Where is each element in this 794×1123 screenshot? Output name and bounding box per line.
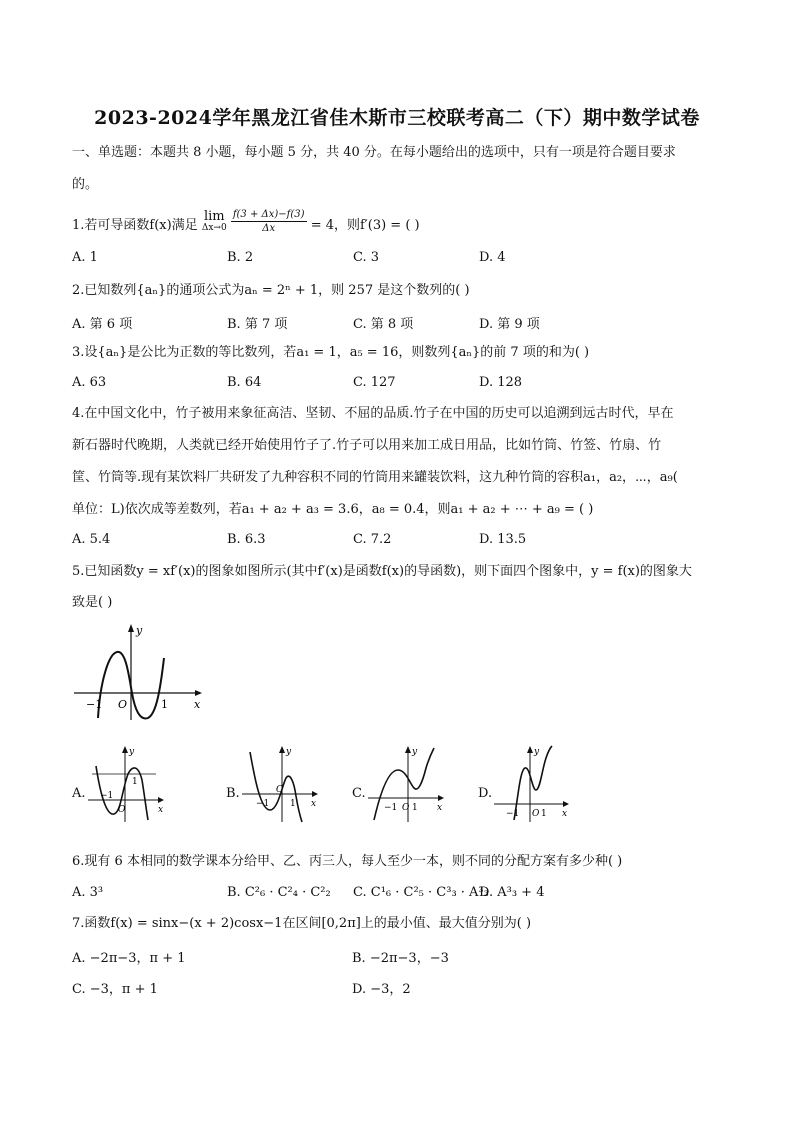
neg-one-label: −1 [384,803,398,813]
limit-subscript: Δx→0 [201,223,227,233]
option-a: A. −2π−3，π + 1 [72,951,186,966]
y-label: y [129,747,135,757]
x-label: x [194,698,201,711]
fraction-numerator: f(3 + Δx)−f(3) [232,209,305,220]
fraction-denominator: Δx [262,223,276,234]
question-3-options [72,375,732,393]
question-4-options [72,532,732,550]
question-2: 2.已知数列{aₙ}的通项公式为aₙ = 2ⁿ + 1，则 257 是这个数列的( ) [72,283,470,298]
option-d-graph [492,744,572,824]
origin-label: O [276,785,284,795]
y-label: y [286,747,292,757]
option-c: C. −3，π + 1 [72,982,158,997]
option-c: C. 3 [353,250,380,265]
question-4-line-2: 新石器时代晚期，人类就已经开始使用竹子了.竹子可以用来加工成日用品，比如竹筒、竹签、竹扇、竹 [72,438,662,453]
question-6-options [72,885,732,903]
option-d: D. 13.5 [479,532,527,547]
option-b: B. 2 [227,250,254,265]
question-7: 7.函数f(x) = sinx−(x + 2)cosx−1在区间[0,2π]上的最小值、最大值分别为( ) [72,916,532,931]
option-d-letter: D. [478,786,493,801]
limit-word: lim [203,209,225,224]
y-axis-arrow [279,746,285,753]
origin-label: O [118,805,126,815]
neg-one-label: −1 [86,698,103,711]
option-a: A. 5.4 [72,532,111,547]
option-a: A. 第 6 项 [72,317,133,332]
option-b: B. 第 7 项 [227,317,288,332]
question-1-options [72,250,732,268]
option-c: C. 127 [353,375,396,390]
neg-one-label: −1 [506,809,520,819]
question-1-fraction [231,208,307,235]
question-5-line-1: 5.已知函数y = xf′(x)的图象如图所示(其中f′(x)是函数f(x)的导函数)，则下面四个图象中，y = f(x)的图象大 [72,564,692,579]
question-7-options-row-2 [72,978,732,996]
question-1-prefix: 1.若可导函数f(x)满足 [72,218,198,233]
option-a: A. 1 [72,250,98,265]
option-b-letter: B. [226,786,240,801]
neg-one-label: −1 [100,791,114,801]
origin-label: O [118,698,128,711]
question-1 [72,209,420,239]
option-b: B. C²₆ · C²₄ · C²₂ [227,885,331,900]
question-4-line-1: 4.在中国文化中，竹子被用来象征高洁、坚韧、不屈的品质.竹子在中国的历史可以追溯到远古时代，早在 [72,406,674,421]
y-axis-arrow [405,746,411,753]
option-a-graph [86,744,166,824]
question-1-limit [202,210,227,233]
x-axis-arrow [312,791,318,797]
option-c-letter: C. [352,786,366,801]
question-1-suffix: = 4，则f′(3) = ( ) [310,218,420,233]
y-label: y [534,747,540,757]
option-b: B. 6.3 [227,532,266,547]
option-c: C. 第 8 项 [353,317,414,332]
x-label: x [311,799,317,809]
x-label: x [158,805,164,815]
origin-label: O [532,809,540,819]
option-d: D. 4 [479,250,506,265]
option-a-letter: A. [72,786,86,801]
y-label: y [136,624,143,637]
y-axis-arrow [122,746,128,753]
option-d: D. 第 9 项 [479,317,540,332]
y-axis-arrow [128,624,134,632]
one-label: 1 [161,698,168,711]
neg-one-label: −1 [256,799,270,809]
option-c: C. C¹₆ · C²₅ · C³₃ · A³₃ [353,885,489,900]
option-b: B. 64 [227,375,262,390]
option-b-graph [240,744,322,824]
graph-xfprime [72,622,207,722]
page-title: 2023-2024学年黑龙江省佳木斯市三校联考高二（下）期中数学试卷 [94,107,700,129]
y-label: y [412,747,418,757]
x-axis-arrow [195,690,202,696]
question-6: 6.现有 6 本相同的数学课本分给甲、乙、丙三人，每人至少一本，则不同的分配方案有多少种( ) [72,854,623,869]
option-b: B. −2π−3，−3 [352,951,449,966]
y-axis-arrow [527,746,533,753]
one-label: 1 [290,799,296,809]
question-5-line-2: 致是( ) [72,595,113,610]
question-3: 3.设{aₙ}是公比为正数的等比数列，若a₁ = 1，a₅ = 16，则数列{aₙ}的前 7 项的和为( ) [72,345,590,360]
one-label: 1 [541,809,547,819]
x-label: x [562,809,568,819]
section-heading-line-1: 一、单选题：本题共 8 小题，每小题 5 分，共 40 分。在每小题给出的选项中，只有一项是符合题目要求 [72,145,676,160]
origin-label: O [402,803,410,813]
x-axis-arrow [438,795,444,801]
option-a: A. 63 [72,375,107,390]
section-heading-line-2: 的。 [72,177,99,192]
question-4-line-4: 单位：L)依次成等差数列，若a₁ + a₂ + a₃ = 3.6，a₈ = 0.4，则a₁ + a₂ + ⋯ + a₉ = ( ) [72,502,594,517]
option-d: D. 128 [479,375,523,390]
one-label: 1 [412,803,418,813]
option-c-graph [366,744,448,824]
option-d: D. A³₃ + 4 [479,885,545,900]
x-axis-arrow [563,801,569,807]
one-label: 1 [132,777,138,787]
question-2-options [72,313,732,331]
question-7-options-row-1 [72,947,732,965]
x-axis-arrow [158,797,164,803]
option-c: C. 7.2 [353,532,392,547]
x-label: x [437,803,443,813]
option-d: D. −3，2 [352,982,411,997]
option-a: A. 3³ [72,885,104,900]
question-4-line-3: 筐、竹筒等.现有某饮料厂共研发了九种容积不同的竹筒用来罐装饮料，这九种竹筒的容积a₁，a₂，⋯，a₉( [72,470,678,485]
